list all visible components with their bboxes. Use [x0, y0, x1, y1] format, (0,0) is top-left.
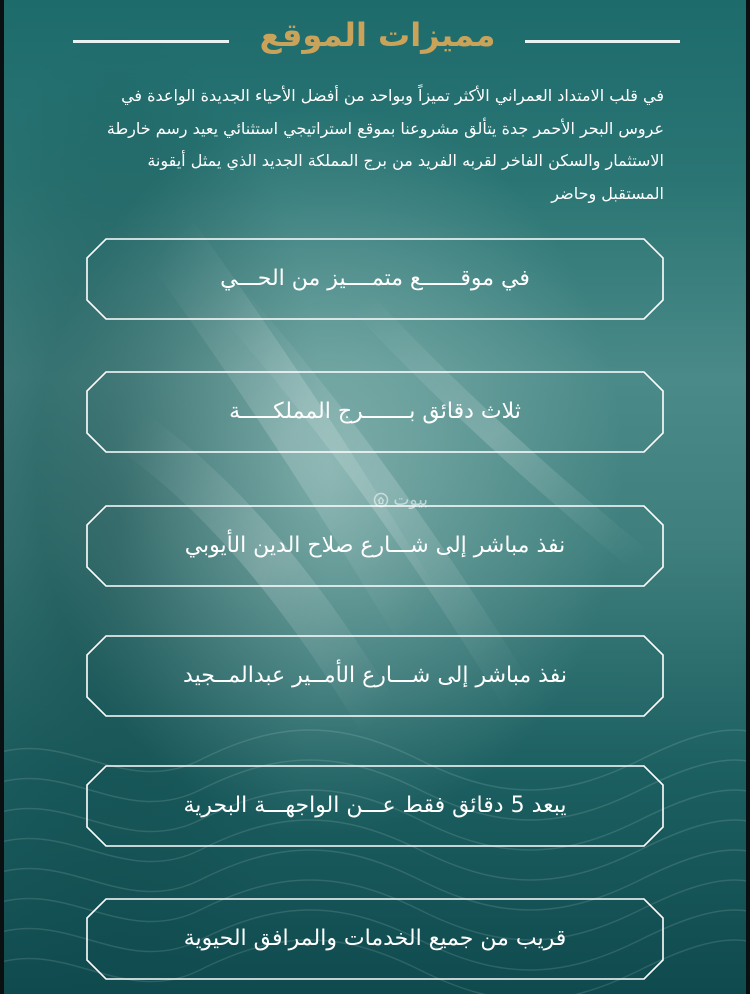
intro-paragraph: في قلب الامتداد العمراني الأكثر تميزاً وبواحد من أفضل الأحياء الجديدة الواعدة في عروس البحر الأحمر جدة يتألق مشروعنا بموقع استراتيجي استثنائي يعيد رسم خارطة الاستثمار والسكن الفاخر لقربه الفريد من برج المملكة الجديد الذي يمثل أيقونة المستقبل وحاضر: [106, 86, 664, 203]
feature-item-salahuddin-street[interactable]: [86, 505, 664, 587]
feature-label: في موقــــــع متمــــيز من الحـــي: [220, 266, 530, 291]
feature-label: نفذ مباشر إلى شـــارع صلاح الدين الأيوبي: [184, 533, 566, 558]
page-title: مميزات الموقع: [259, 16, 496, 54]
page-header: [0, 10, 750, 60]
feature-item-near-services[interactable]: [86, 898, 664, 980]
header-divider-left: [73, 40, 229, 43]
header-divider-right: [525, 40, 680, 43]
feature-item-prince-abdulmajeed-street[interactable]: [86, 635, 664, 717]
feature-item-kingdom-tower[interactable]: [86, 371, 664, 453]
feature-item-waterfront-distance[interactable]: [86, 765, 664, 847]
watermark-text: بيوت: [393, 490, 428, 510]
feature-label: قريب من جميع الخدمات والمرافق الحيوية: [183, 926, 567, 951]
feature-label: نفذ مباشر إلى شـــارع الأمــير عبدالمــجيد: [183, 663, 567, 688]
feature-label: ثلاث دقائق بـــــــرج المملكـــــة: [229, 399, 521, 424]
feature-label: يبعد 5 دقائق فقط عـــن الواجهـــة البحرية: [183, 793, 567, 818]
feature-item-distinguished-location[interactable]: [86, 238, 664, 320]
